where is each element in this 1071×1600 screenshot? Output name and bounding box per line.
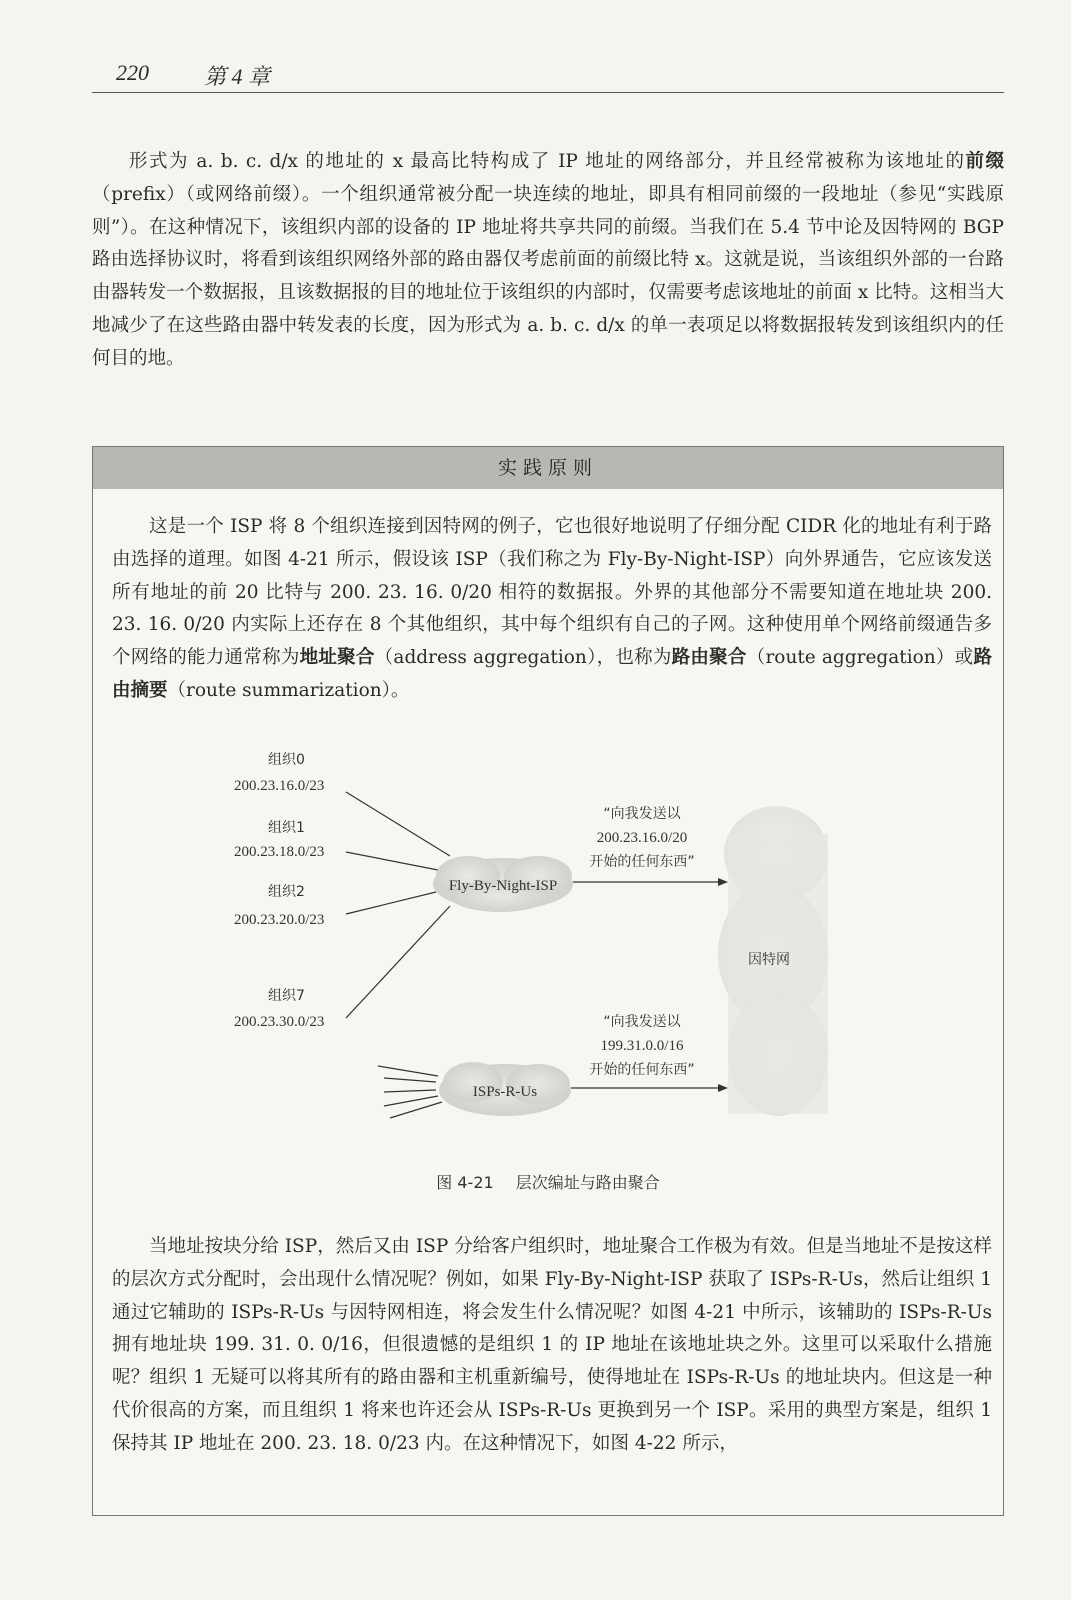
para2-text-1: 这是一个 ISP 将 8 个组织连接到因特网的例子，它也很好地说明了仔细分配 CIDR 化的地址有利于路由选择的道理。如图 4-21 所示，假设该 ISP（我们称之为 Fly-By-Night-ISP）向外界通告，它应该发送所有地址的前 20 比特与 200. 23. 16. 0/20 相符的数据报。外界的其他部分不需要知道在地址块 200. 23. 16. 0/20 内实际上还存在 8 个其他组织，其中每个组织有自己的子网。这种使用单个网络前缀通告多个网络的能力通常称为 — [112, 516, 992, 669]
para2-text-4: （route summarization）。 — [167, 679, 410, 701]
figure-caption — [92, 1170, 1004, 1193]
chapter-label: 第 4 章 — [204, 64, 271, 89]
caption-text: 层次编址与路由聚合 — [515, 1173, 660, 1192]
box-paragraph-2: 当地址按块分给 ISP，然后又由 ISP 分给客户组织时，地址聚合工作极为有效。但是当地址不是按这样的层次方式分配时，会出现什么情况呢？例如，如果 Fly-By-Night-ISP 获取了 ISPs-R-Us，然后让组织 1 通过它辅助的 ISPs-R-Us 与因特网相连，将会发生什么情况呢？如图 4-21 中所示，该辅助的 ISPs-R-Us 拥有地址块 199. 31. 0. 0/16，但很遗憾的是组织 1 的 IP 地址在该地址块之外。这里可以采取什么措施呢？组织 1 无疑可以将其所有的路由器和主机重新编号，使得地址在 ISPs-R-Us 的地址块内。但这是一种代价很高的方案，而且组织 1 将来也许还会从 ISPs-R-Us 更换到另一个 ISP。采用的典型方案是，组织 1 保持其 IP 地址在 200. 23. 18. 0/23 内。在这种情况下，如图 4-22 所示， — [112, 1236, 992, 1454]
box-title: 实践原则 — [93, 447, 1003, 489]
isp2-link-1 — [378, 1066, 438, 1076]
org2-prefix: 200.23.20.0/23 — [234, 912, 325, 928]
para2-text-2: （address aggregation），也称为 — [374, 647, 672, 669]
org0-name: 组织0 — [268, 752, 305, 768]
org1-name: 组织1 — [268, 820, 305, 836]
figure-4-21 — [228, 744, 828, 1164]
msg2-line3: 开始的任何东西” — [589, 1062, 695, 1078]
isp2-label: ISPs-R-Us — [472, 1084, 538, 1100]
msg1-line1: “向我发送以 — [603, 806, 681, 822]
isp2-link-2 — [384, 1078, 436, 1082]
box-paragraph — [112, 511, 992, 708]
para1-text-b: （prefix）（或网络前缀）。一个组织通常被分配一块连续的地址，即具有相同前缀的一段地址（参见“实践原则”）。在这种情况下，该组织内部的设备的 IP 地址将共享共同的前缀。当我们在 5.4 节中论及因特网的 BGP 路由选择协议时，将看到该组织网络外部的路由器仅考虑前面的前缀比特 x。这就是说，当该组织外部的一台路由器转发一个数据报，且该数据报的目的地址位于该组织的内部时，仅需要考虑该地址的前面 x 比特。这相当大地减少了在这些路由器中转发表的长度，因为形式为 a. b. c. d/x 的单一表项足以将数据报转发到该组织内的任何目的地。 — [92, 183, 1004, 369]
caption-number: 图 4-21 — [436, 1173, 494, 1192]
term-route-summarization: 路由摘要 — [112, 647, 992, 701]
org0-prefix: 200.23.16.0/23 — [234, 778, 325, 794]
msg2-line2: 199.31.0.0/16 — [600, 1038, 684, 1054]
term-route-aggregation: 路由聚合 — [671, 647, 747, 669]
org2-name: 组织2 — [268, 884, 305, 900]
term-prefix: 前缀 — [965, 151, 1004, 172]
body-paragraph-1 — [92, 146, 1004, 376]
isp1-label: Fly-By-Night-ISP — [448, 878, 558, 894]
org7-name: 组织7 — [268, 988, 305, 1004]
msg1-line2: 200.23.16.0/20 — [596, 830, 688, 846]
isp2-link-3 — [384, 1090, 436, 1092]
link-org1 — [346, 852, 438, 870]
isp2-link-5 — [390, 1102, 442, 1118]
org1-prefix: 200.23.18.0/23 — [234, 844, 325, 860]
para1-text-a: 形式为 a. b. c. d/x 的地址的 x 最高比特构成了 IP 地址的网络部分，并且经常被称为该地址的 — [129, 151, 966, 172]
link-org2 — [346, 892, 436, 914]
arrowhead-1 — [718, 878, 728, 886]
page-number: 220 — [116, 60, 149, 85]
org7-prefix: 200.23.30.0/23 — [234, 1014, 325, 1030]
page-header — [92, 58, 1004, 93]
hierarchical-addressing-diagram — [228, 744, 828, 1164]
internet-label: 因特网 — [748, 952, 790, 968]
arrowhead-2 — [718, 1084, 728, 1092]
link-org0 — [346, 792, 450, 856]
link-org7 — [346, 906, 450, 1018]
para2-text-3: （route aggregation）或 — [746, 647, 974, 669]
msg2-line1: “向我发送以 — [603, 1014, 681, 1030]
msg1-line3: 开始的任何东西” — [589, 854, 695, 870]
term-address-aggregation: 地址聚合 — [299, 647, 375, 669]
isp2-link-4 — [384, 1096, 438, 1106]
